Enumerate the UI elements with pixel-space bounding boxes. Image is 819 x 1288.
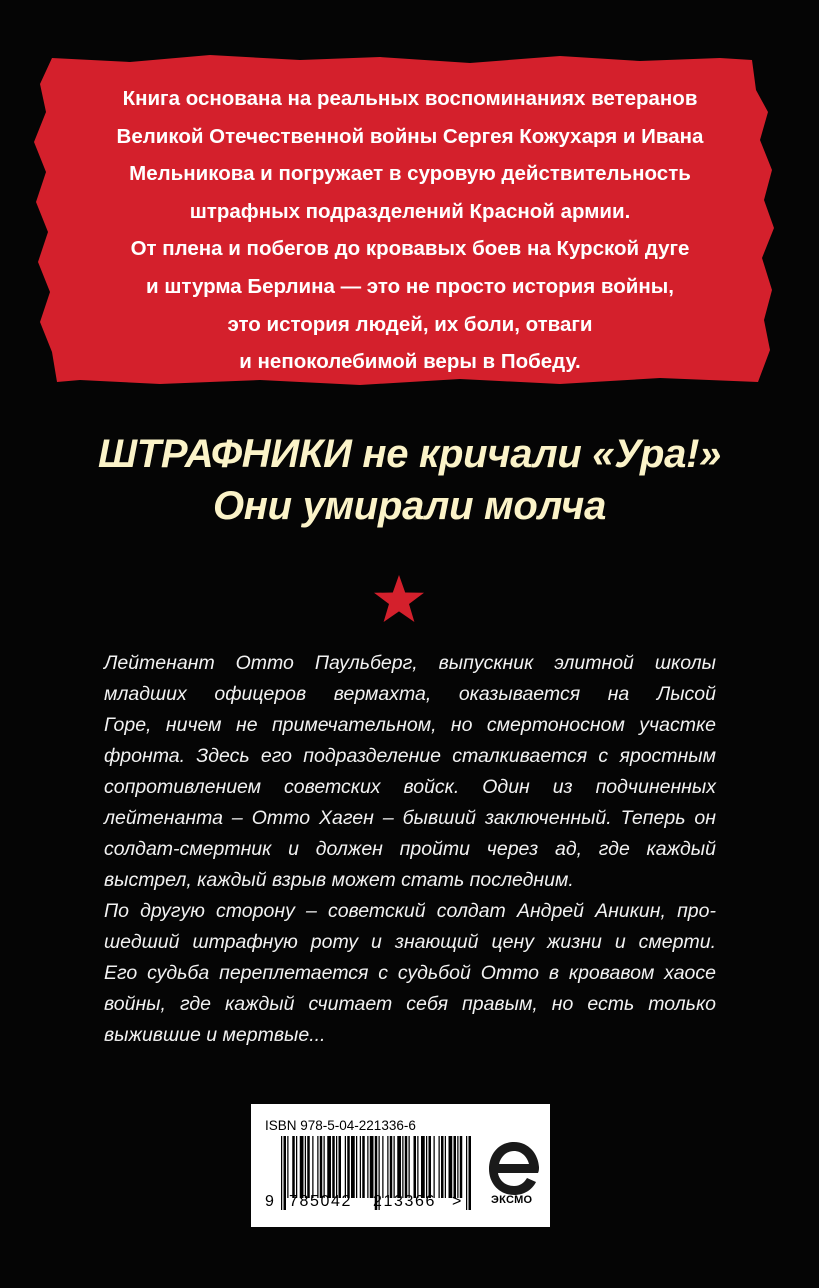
headline-line-2: Они умирали молча xyxy=(212,484,607,528)
barcode-bar xyxy=(445,1136,446,1198)
description-line: Горе, ничем не примечательном, но смертоносном участке xyxy=(104,714,716,736)
banner-line: От плена и побегов до кровавых боев на Курской дуге xyxy=(130,237,690,261)
isbn-barcode-block xyxy=(251,1104,550,1227)
barcode-bar xyxy=(339,1136,342,1198)
barcode-bar xyxy=(394,1136,395,1198)
barcode-bar xyxy=(324,1136,325,1198)
barcode-bar xyxy=(370,1136,374,1198)
description xyxy=(104,648,716,1051)
barcode-bar xyxy=(345,1136,346,1198)
barcode-bar xyxy=(320,1136,323,1198)
barcode-bar xyxy=(434,1136,435,1198)
barcode-bar xyxy=(351,1136,355,1198)
banner-line: Книга основана на реальных воспоминаниях ветеранов xyxy=(122,87,698,110)
banner-line: Мельникова и погружает в суровую действительность xyxy=(129,162,691,186)
barcode-bar xyxy=(429,1136,432,1198)
description-line: войны, где каждый считает себя правым, но есть только xyxy=(104,993,716,1015)
description-line: лейтенанта – Отто Хаген – бывший заключенный. Теперь он xyxy=(104,807,716,829)
barcode-bar xyxy=(367,1136,368,1198)
barcode-left-digits: 785042 xyxy=(289,1193,352,1210)
description-line: сопротивлением советских войск. Один из подчиненных xyxy=(104,776,716,798)
description-line: младших офицеров вермахта, оказывается на Лысой xyxy=(104,683,716,705)
banner-line: штрафных подразделений Красной армии. xyxy=(189,199,631,223)
description-line: выжившие и мертвые... xyxy=(104,1024,326,1046)
description-line: шедший штрафную роту и знающий цену жизни и смерти. xyxy=(104,931,716,953)
barcode-bar xyxy=(390,1136,393,1198)
barcode-bar xyxy=(356,1136,357,1198)
barcode-bar xyxy=(296,1136,297,1198)
barcode-bar xyxy=(332,1136,335,1198)
description-line: Лейтенант Отто Паульберг, выпускник элитной школы xyxy=(104,652,716,674)
description-line: солдат-смертник и должен пройти через ад, где каждый xyxy=(104,838,716,860)
barcode-bar xyxy=(292,1136,295,1198)
barcode-bar xyxy=(409,1136,410,1198)
barcode-bar xyxy=(382,1136,383,1198)
barcode-bar xyxy=(426,1136,427,1198)
banner-text xyxy=(70,80,750,381)
barcode-bar xyxy=(347,1136,350,1198)
barcode-bar xyxy=(336,1136,337,1198)
barcode-bar xyxy=(287,1136,288,1198)
description-line: выстрел, каждый взрыв может стать последним. xyxy=(104,869,574,891)
banner-line: и штурма Берлина — это не просто история войны, xyxy=(146,274,674,298)
banner-line: и непоколебимой веры в Победу. xyxy=(239,350,581,374)
barcode-bar xyxy=(300,1136,304,1198)
headline xyxy=(0,428,819,532)
barcode-bar xyxy=(360,1136,361,1198)
barcode-bar xyxy=(317,1136,318,1198)
barcode-bar xyxy=(397,1136,401,1198)
description-line: фронта. Здесь его подразделение сталкивается с яростным xyxy=(104,745,716,767)
barcode-bar xyxy=(414,1136,417,1198)
barcode-bar xyxy=(457,1136,458,1198)
banner-line: это история людей, их боли, отваги xyxy=(227,312,593,336)
barcode-bar xyxy=(327,1136,331,1198)
description-line: Его судьба переплетается с судьбой Отто в кровавом хаосе xyxy=(104,962,716,984)
barcode-bar xyxy=(460,1136,463,1198)
barcode-bar xyxy=(281,1136,282,1210)
barcode-bar xyxy=(307,1136,310,1198)
barcode-bar xyxy=(312,1136,313,1198)
barcode-bar xyxy=(449,1136,453,1198)
barcode-bar xyxy=(439,1136,440,1198)
barcode-bar xyxy=(454,1136,457,1198)
barcode-bar xyxy=(402,1136,403,1198)
barcode-first-digit: 9 xyxy=(265,1193,274,1210)
barcode-arrow: > xyxy=(452,1193,462,1210)
barcode-bar xyxy=(441,1136,444,1198)
barcode-bar xyxy=(466,1136,467,1210)
banner-line: Великой Отечественной войны Сергея Кожухаря и Ивана xyxy=(116,124,704,148)
barcode-bar xyxy=(387,1136,388,1198)
barcode-bar xyxy=(405,1136,408,1198)
barcode-bar xyxy=(284,1136,287,1210)
headline-line-1: ШТРАФНИКИ не кричали «Ура!» xyxy=(97,432,722,476)
barcode-bar xyxy=(305,1136,306,1198)
description-line: По другую сторону – советский солдат Андрей Аникин, про- xyxy=(104,900,716,922)
barcode-bar xyxy=(362,1136,365,1198)
barcode-bar xyxy=(469,1136,472,1210)
publisher-name: ЭКСМО xyxy=(491,1194,533,1206)
barcode-bar xyxy=(417,1136,418,1198)
eksmo-logo-icon xyxy=(483,1138,545,1218)
barcode-bar xyxy=(421,1136,425,1198)
barcode-right-digits: 213366 xyxy=(373,1193,436,1210)
red-star-icon xyxy=(372,573,426,630)
red-banner xyxy=(0,0,819,400)
isbn-label: ISBN 978-5-04-221336-6 xyxy=(265,1118,416,1133)
